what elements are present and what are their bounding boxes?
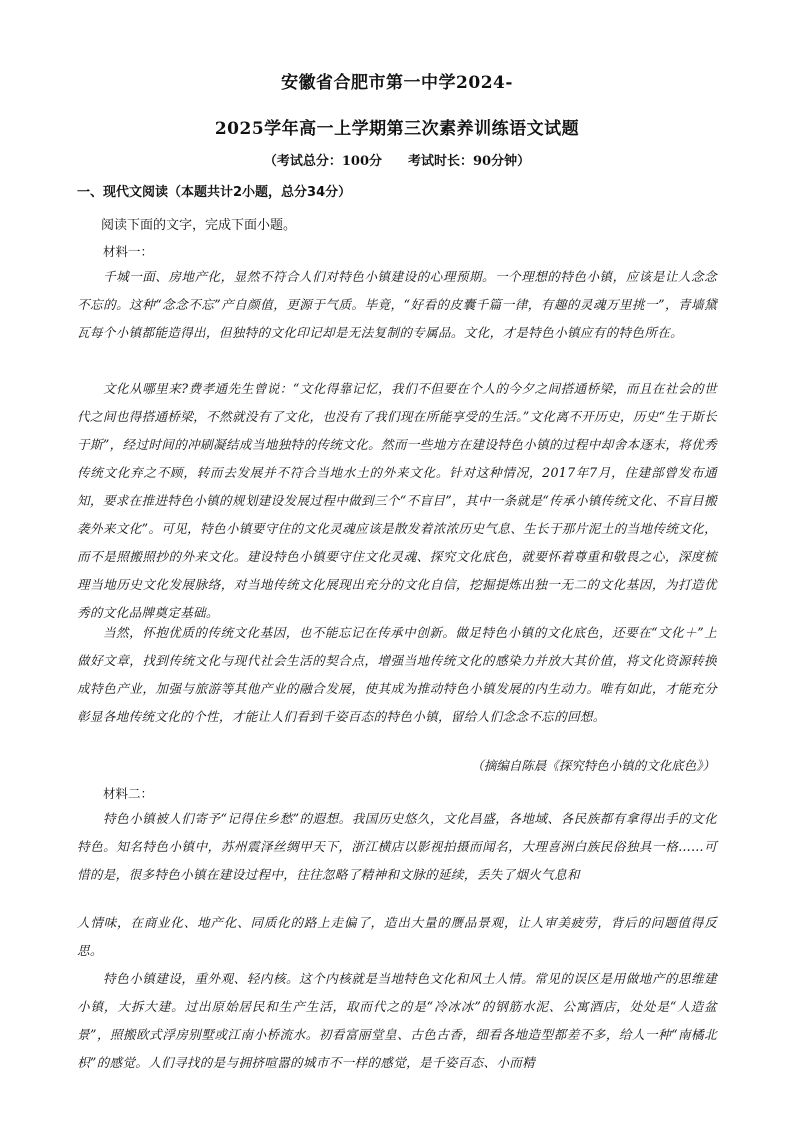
exam-title-line1: 安徽省合肥市第一中学2024- [281, 73, 513, 93]
exam-duration: 考试时长：90分钟） [408, 154, 531, 169]
material2-paragraph: 人情味，在商业化、地产化、同质化的路上走偏了，造出大量的赝品景观，让人审美疲劳，背后的问题值得反思。 [77, 915, 717, 958]
material1-source: （摘编自陈晨《探究特色小镇的文化底色》） [471, 758, 715, 773]
material1-paragraph: 文化从哪里来?费孝通先生曾说：“文化得靠记忆，我们不但要在个人的今夕之间搭通桥梁，而且在社会的世代之间也得搭通桥梁，不然就没有了文化，也没有了我们现在所能享受的生活。”文化离不开历史，历史“生于斯长于斯”，经过时间的冲刷凝结成当地独特的传统文化。然而一些地方在建设特色小镇的过程中却舍本逐末，将优秀传统文化弃之不顾，转而去发展并不符合当地水土的外来文化。针对这种情况，2017年7月，住建部曾发布通知，要求在推进特色小镇的规划建设发展过程中做到三个“不盲目”，其中一条就是“传承小镇传统文化、不盲目搬袭外来文化”。可见，特色小镇要守住的文化灵魂应该是散发着浓浓历史气息、生长于那片泥土的当地传统文化，而不是照搬照抄的外来文化。建设特色小镇要守住文化灵魂、探究文化底色，就要怀着尊重和敬畏之心，深度梳理当地历史文化发展脉络，对当地传统文化展现出充分的文化自信，挖掘提炼出独一无二的文化基因，为打造优秀的文化品牌奠定基础。 [77, 381, 717, 620]
material2-label: 材料二： [103, 786, 154, 801]
total-score: （考试总分：100分 [263, 154, 383, 169]
exam-info [0, 150, 794, 169]
reading-instruction: 阅读下面的文字，完成下面小题。 [101, 218, 297, 233]
material2-paragraph: 特色小镇被人们寄予“记得住乡愁”的遐想。我国历史悠久，文化昌盛，各地域、各民族都有拿得出手的文化特色。知名特色小镇中，苏州震泽丝绸甲天下，浙江横店以影视拍摄而闻名，大理喜洲白族民俗独具一格……可惜的是，很多特色小镇在建设过程中，往往忽略了精神和文脉的延续，丢失了烟火气息和 [77, 811, 717, 882]
exam-title-line2: 2025学年高一上学期第三次素养训练语文试题 [214, 119, 580, 139]
section-heading: 一、现代文阅读（本题共计2小题，总分34分） [77, 185, 352, 200]
material1-paragraph: 千城一面、房地产化，显然不符合人们对特色小镇建设的心理预期。一个理想的特色小镇，应该是让人念念不忘的。这种“念念不忘”产自颜值，更源于气质。毕竟，“好看的皮囊千篇一律，有趣的灵魂万里挑一”，青墙黛瓦每个小镇都能造得出，但独特的文化印记却是无法复制的专属品。文化，才是特色小镇应有的特色所在。 [77, 269, 717, 340]
material2-paragraph: 特色小镇建设，重外观、轻内核。这个内核就是当地特色文化和风土人情。常见的误区是用做地产的思维建小镇，大拆大建。过出原始居民和生产生活，取而代之的是“冷冰冰”的钢筋水泥、公寓酒店，处处是“人造盆景”，照搬欧式浮房别墅或江南小桥流水。初看富丽堂皇、古色古香，细看各地造型都差不多，给人一种“南橘北枳”的感觉。人们寻找的是与拥挤喧嚣的城市不一样的感觉，是千姿百态、小而精 [77, 971, 717, 1070]
material1-label: 材料一： [103, 244, 154, 259]
material1-paragraph: 当然，怀抱优质的传统文化基因，也不能忘记在传承中创新。做足特色小镇的文化底色，还要在“文化＋”上做好文章，找到传统文化与现代社会生活的契合点，增强当地传统文化的感染力并放大其价值，将文化资源转换成特色产业，加强与旅游等其他产业的融合发展，使其成为推动特色小镇发展的内生动力。唯有如此，才能充分彰显各地传统文化的个性，才能让人们看到千姿百态的特色小镇，留给人们念念不忘的回想。 [77, 625, 717, 724]
